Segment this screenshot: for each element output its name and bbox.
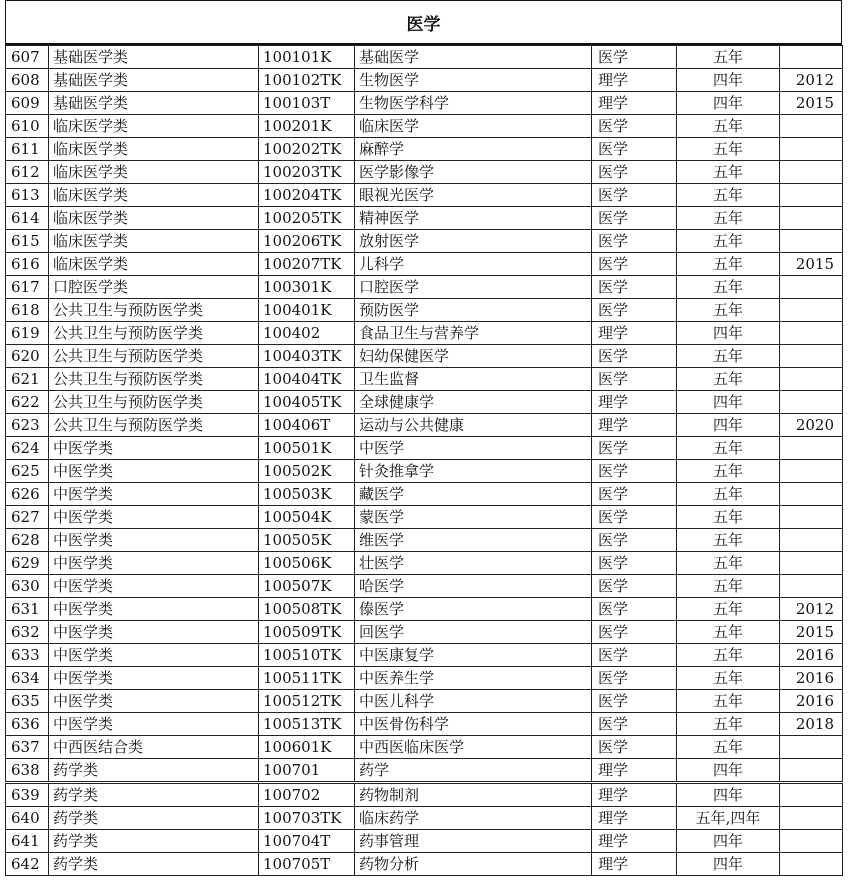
row-number: 628 bbox=[6, 529, 49, 552]
duration-cell: 四年 bbox=[677, 853, 780, 876]
major-name-cell: 药事管理 bbox=[355, 830, 592, 853]
duration-cell: 五年 bbox=[677, 299, 780, 322]
row-number: 623 bbox=[6, 414, 49, 437]
code-cell: 100510TK bbox=[259, 644, 355, 667]
code-cell: 100203TK bbox=[259, 161, 355, 184]
code-cell: 100406T bbox=[259, 414, 355, 437]
added-year-cell: 2016 bbox=[780, 644, 843, 667]
added-year-cell bbox=[780, 391, 843, 414]
added-year-cell bbox=[780, 807, 843, 830]
duration-cell: 五年 bbox=[677, 115, 780, 138]
row-number: 615 bbox=[6, 230, 49, 253]
major-name-cell: 医学影像学 bbox=[355, 161, 592, 184]
duration-cell: 五年 bbox=[677, 667, 780, 690]
added-year-cell bbox=[780, 207, 843, 230]
degree-cell: 理学 bbox=[592, 322, 677, 345]
degree-cell: 理学 bbox=[592, 391, 677, 414]
code-cell: 100103T bbox=[259, 92, 355, 115]
added-year-cell: 2012 bbox=[780, 69, 843, 92]
row-number: 624 bbox=[6, 437, 49, 460]
duration-cell: 四年 bbox=[677, 391, 780, 414]
category-cell: 公共卫生与预防医学类 bbox=[49, 368, 259, 391]
table-row bbox=[6, 713, 843, 736]
degree-cell: 医学 bbox=[592, 276, 677, 299]
category-cell: 中医学类 bbox=[49, 690, 259, 713]
row-number: 626 bbox=[6, 483, 49, 506]
major-name-cell: 中医康复学 bbox=[355, 644, 592, 667]
added-year-cell: 2015 bbox=[780, 92, 843, 115]
table-row bbox=[6, 391, 843, 414]
major-name-cell: 生物医学 bbox=[355, 69, 592, 92]
major-name-cell: 预防医学 bbox=[355, 299, 592, 322]
major-name-cell: 放射医学 bbox=[355, 230, 592, 253]
added-year-cell: 2015 bbox=[780, 621, 843, 644]
code-cell: 100102TK bbox=[259, 69, 355, 92]
category-cell: 中医学类 bbox=[49, 575, 259, 598]
table-row bbox=[6, 138, 843, 161]
major-name-cell: 临床医学 bbox=[355, 115, 592, 138]
category-cell: 临床医学类 bbox=[49, 253, 259, 276]
major-name-cell: 卫生监督 bbox=[355, 368, 592, 391]
degree-cell: 理学 bbox=[592, 69, 677, 92]
major-name-cell: 妇幼保健医学 bbox=[355, 345, 592, 368]
added-year-cell bbox=[780, 529, 843, 552]
added-year-cell bbox=[780, 506, 843, 529]
category-cell: 中医学类 bbox=[49, 437, 259, 460]
category-cell: 临床医学类 bbox=[49, 230, 259, 253]
code-cell: 100206TK bbox=[259, 230, 355, 253]
degree-cell: 医学 bbox=[592, 184, 677, 207]
duration-cell: 五年 bbox=[677, 184, 780, 207]
category-cell: 临床医学类 bbox=[49, 115, 259, 138]
degree-cell: 医学 bbox=[592, 345, 677, 368]
code-cell: 100501K bbox=[259, 437, 355, 460]
row-number: 627 bbox=[6, 506, 49, 529]
row-number: 641 bbox=[6, 830, 49, 853]
degree-cell: 医学 bbox=[592, 115, 677, 138]
duration-cell: 五年 bbox=[677, 276, 780, 299]
category-cell: 公共卫生与预防医学类 bbox=[49, 345, 259, 368]
table-row bbox=[6, 299, 843, 322]
table-row bbox=[6, 759, 843, 783]
major-name-cell: 中医儿科学 bbox=[355, 690, 592, 713]
row-number: 629 bbox=[6, 552, 49, 575]
table-row bbox=[6, 460, 843, 483]
code-cell: 100509TK bbox=[259, 621, 355, 644]
category-cell: 公共卫生与预防医学类 bbox=[49, 391, 259, 414]
category-cell: 口腔医学类 bbox=[49, 276, 259, 299]
code-cell: 100207TK bbox=[259, 253, 355, 276]
code-cell: 100503K bbox=[259, 483, 355, 506]
degree-cell: 医学 bbox=[592, 552, 677, 575]
table-row bbox=[6, 184, 843, 207]
degree-cell: 理学 bbox=[592, 853, 677, 876]
category-cell: 中医学类 bbox=[49, 552, 259, 575]
major-name-cell: 藏医学 bbox=[355, 483, 592, 506]
category-cell: 基础医学类 bbox=[49, 92, 259, 115]
category-cell: 中医学类 bbox=[49, 506, 259, 529]
category-cell: 中医学类 bbox=[49, 460, 259, 483]
row-number: 620 bbox=[6, 345, 49, 368]
table-row bbox=[6, 276, 843, 299]
major-name-cell: 药物分析 bbox=[355, 853, 592, 876]
degree-cell: 医学 bbox=[592, 230, 677, 253]
table-row bbox=[6, 115, 843, 138]
table-row bbox=[6, 230, 843, 253]
row-number: 610 bbox=[6, 115, 49, 138]
duration-cell: 四年 bbox=[677, 414, 780, 437]
major-name-cell: 药物制剂 bbox=[355, 783, 592, 807]
duration-cell: 四年 bbox=[677, 830, 780, 853]
duration-cell: 五年 bbox=[677, 736, 780, 759]
table-row bbox=[6, 667, 843, 690]
duration-cell: 五年 bbox=[677, 598, 780, 621]
category-cell: 基础医学类 bbox=[49, 69, 259, 92]
category-cell: 中医学类 bbox=[49, 483, 259, 506]
code-cell: 100704T bbox=[259, 830, 355, 853]
added-year-cell: 2012 bbox=[780, 598, 843, 621]
table-row bbox=[6, 92, 843, 115]
degree-cell: 医学 bbox=[592, 253, 677, 276]
code-cell: 100201K bbox=[259, 115, 355, 138]
code-cell: 100502K bbox=[259, 460, 355, 483]
degree-cell: 医学 bbox=[592, 483, 677, 506]
added-year-cell bbox=[780, 759, 843, 783]
section-title: 医学 bbox=[5, 0, 842, 45]
table-row bbox=[6, 736, 843, 759]
major-name-cell: 食品卫生与营养学 bbox=[355, 322, 592, 345]
row-number: 618 bbox=[6, 299, 49, 322]
table-row bbox=[6, 322, 843, 345]
category-cell: 基础医学类 bbox=[49, 46, 259, 69]
row-number: 635 bbox=[6, 690, 49, 713]
degree-cell: 医学 bbox=[592, 736, 677, 759]
added-year-cell bbox=[780, 437, 843, 460]
row-number: 609 bbox=[6, 92, 49, 115]
row-number: 638 bbox=[6, 759, 49, 783]
duration-cell: 五年 bbox=[677, 230, 780, 253]
duration-cell: 五年 bbox=[677, 575, 780, 598]
table-row bbox=[6, 345, 843, 368]
table-row bbox=[6, 853, 843, 876]
table-row bbox=[6, 830, 843, 853]
code-cell: 100101K bbox=[259, 46, 355, 69]
added-year-cell: 2016 bbox=[780, 690, 843, 713]
table-row bbox=[6, 598, 843, 621]
major-name-cell: 基础医学 bbox=[355, 46, 592, 69]
table-row bbox=[6, 783, 843, 807]
degree-cell: 医学 bbox=[592, 299, 677, 322]
code-cell: 100301K bbox=[259, 276, 355, 299]
code-cell: 100705T bbox=[259, 853, 355, 876]
duration-cell: 五年 bbox=[677, 621, 780, 644]
code-cell: 100505K bbox=[259, 529, 355, 552]
code-cell: 100511TK bbox=[259, 667, 355, 690]
degree-cell: 医学 bbox=[592, 207, 677, 230]
degree-cell: 医学 bbox=[592, 598, 677, 621]
added-year-cell bbox=[780, 276, 843, 299]
category-cell: 中医学类 bbox=[49, 667, 259, 690]
added-year-cell bbox=[780, 736, 843, 759]
category-cell: 中西医结合类 bbox=[49, 736, 259, 759]
category-cell: 临床医学类 bbox=[49, 184, 259, 207]
table-row bbox=[6, 253, 843, 276]
duration-cell: 五年 bbox=[677, 345, 780, 368]
category-cell: 公共卫生与预防医学类 bbox=[49, 322, 259, 345]
major-name-cell: 全球健康学 bbox=[355, 391, 592, 414]
table-row bbox=[6, 46, 843, 69]
code-cell: 100702 bbox=[259, 783, 355, 807]
duration-cell: 四年 bbox=[677, 759, 780, 783]
row-number: 639 bbox=[6, 783, 49, 807]
added-year-cell bbox=[780, 460, 843, 483]
code-cell: 100405TK bbox=[259, 391, 355, 414]
category-cell: 中医学类 bbox=[49, 621, 259, 644]
duration-cell: 四年 bbox=[677, 322, 780, 345]
major-name-cell: 临床药学 bbox=[355, 807, 592, 830]
category-cell: 公共卫生与预防医学类 bbox=[49, 299, 259, 322]
major-name-cell: 精神医学 bbox=[355, 207, 592, 230]
code-cell: 100507K bbox=[259, 575, 355, 598]
major-name-cell: 回医学 bbox=[355, 621, 592, 644]
table-row bbox=[6, 161, 843, 184]
table-row bbox=[6, 414, 843, 437]
major-name-cell: 中医骨伤科学 bbox=[355, 713, 592, 736]
category-cell: 中医学类 bbox=[49, 529, 259, 552]
code-cell: 100508TK bbox=[259, 598, 355, 621]
row-number: 633 bbox=[6, 644, 49, 667]
row-number: 637 bbox=[6, 736, 49, 759]
degree-cell: 医学 bbox=[592, 621, 677, 644]
row-number: 614 bbox=[6, 207, 49, 230]
added-year-cell bbox=[780, 138, 843, 161]
category-cell: 药学类 bbox=[49, 830, 259, 853]
added-year-cell bbox=[780, 299, 843, 322]
category-cell: 临床医学类 bbox=[49, 161, 259, 184]
degree-cell: 医学 bbox=[592, 690, 677, 713]
duration-cell: 五年 bbox=[677, 529, 780, 552]
table-row bbox=[6, 644, 843, 667]
table-row bbox=[6, 69, 843, 92]
row-number: 613 bbox=[6, 184, 49, 207]
major-name-cell: 壮医学 bbox=[355, 552, 592, 575]
table-row bbox=[6, 483, 843, 506]
major-name-cell: 眼视光医学 bbox=[355, 184, 592, 207]
category-cell: 中医学类 bbox=[49, 644, 259, 667]
row-number: 640 bbox=[6, 807, 49, 830]
major-name-cell: 运动与公共健康 bbox=[355, 414, 592, 437]
code-cell: 100512TK bbox=[259, 690, 355, 713]
added-year-cell bbox=[780, 345, 843, 368]
table-row bbox=[6, 529, 843, 552]
added-year-cell bbox=[780, 783, 843, 807]
code-cell: 100401K bbox=[259, 299, 355, 322]
degree-cell: 理学 bbox=[592, 830, 677, 853]
code-cell: 100506K bbox=[259, 552, 355, 575]
category-cell: 中医学类 bbox=[49, 713, 259, 736]
row-number: 636 bbox=[6, 713, 49, 736]
code-cell: 100513TK bbox=[259, 713, 355, 736]
duration-cell: 五年 bbox=[677, 46, 780, 69]
row-number: 622 bbox=[6, 391, 49, 414]
category-cell: 中医学类 bbox=[49, 598, 259, 621]
category-cell: 临床医学类 bbox=[49, 207, 259, 230]
duration-cell: 五年 bbox=[677, 161, 780, 184]
code-cell: 100205TK bbox=[259, 207, 355, 230]
duration-cell: 四年 bbox=[677, 69, 780, 92]
code-cell: 100701 bbox=[259, 759, 355, 783]
added-year-cell bbox=[780, 853, 843, 876]
table-row bbox=[6, 690, 843, 713]
major-name-cell: 药学 bbox=[355, 759, 592, 783]
degree-cell: 医学 bbox=[592, 644, 677, 667]
added-year-cell bbox=[780, 46, 843, 69]
duration-cell: 五年 bbox=[677, 552, 780, 575]
degree-cell: 医学 bbox=[592, 667, 677, 690]
code-cell: 100402 bbox=[259, 322, 355, 345]
row-number: 619 bbox=[6, 322, 49, 345]
code-cell: 100601K bbox=[259, 736, 355, 759]
degree-cell: 医学 bbox=[592, 368, 677, 391]
degree-cell: 理学 bbox=[592, 783, 677, 807]
major-name-cell: 针灸推拿学 bbox=[355, 460, 592, 483]
added-year-cell bbox=[780, 115, 843, 138]
category-cell: 临床医学类 bbox=[49, 138, 259, 161]
code-cell: 100404TK bbox=[259, 368, 355, 391]
duration-cell: 五年 bbox=[677, 644, 780, 667]
major-name-cell: 维医学 bbox=[355, 529, 592, 552]
table-row bbox=[6, 207, 843, 230]
degree-cell: 医学 bbox=[592, 437, 677, 460]
added-year-cell bbox=[780, 184, 843, 207]
added-year-cell: 2015 bbox=[780, 253, 843, 276]
major-name-cell: 中医养生学 bbox=[355, 667, 592, 690]
major-name-cell: 蒙医学 bbox=[355, 506, 592, 529]
duration-cell: 五年 bbox=[677, 207, 780, 230]
category-cell: 药学类 bbox=[49, 783, 259, 807]
row-number: 612 bbox=[6, 161, 49, 184]
added-year-cell bbox=[780, 161, 843, 184]
duration-cell: 五年 bbox=[677, 690, 780, 713]
added-year-cell bbox=[780, 830, 843, 853]
degree-cell: 医学 bbox=[592, 529, 677, 552]
code-cell: 100204TK bbox=[259, 184, 355, 207]
code-cell: 100703TK bbox=[259, 807, 355, 830]
degree-cell: 理学 bbox=[592, 759, 677, 783]
added-year-cell bbox=[780, 322, 843, 345]
duration-cell: 五年 bbox=[677, 368, 780, 391]
code-cell: 100504K bbox=[259, 506, 355, 529]
page bbox=[5, 0, 844, 888]
major-name-cell: 中西医临床医学 bbox=[355, 736, 592, 759]
added-year-cell bbox=[780, 230, 843, 253]
category-cell: 公共卫生与预防医学类 bbox=[49, 414, 259, 437]
duration-cell: 四年 bbox=[677, 92, 780, 115]
row-number: 617 bbox=[6, 276, 49, 299]
added-year-cell bbox=[780, 368, 843, 391]
table-row bbox=[6, 506, 843, 529]
duration-cell: 五年 bbox=[677, 253, 780, 276]
duration-cell: 四年 bbox=[677, 783, 780, 807]
table-row bbox=[6, 807, 843, 830]
table-row bbox=[6, 437, 843, 460]
code-cell: 100202TK bbox=[259, 138, 355, 161]
degree-cell: 医学 bbox=[592, 506, 677, 529]
row-number: 607 bbox=[6, 46, 49, 69]
major-name-cell: 傣医学 bbox=[355, 598, 592, 621]
row-number: 631 bbox=[6, 598, 49, 621]
row-number: 630 bbox=[6, 575, 49, 598]
table-row bbox=[6, 368, 843, 391]
category-cell: 药学类 bbox=[49, 853, 259, 876]
row-number: 616 bbox=[6, 253, 49, 276]
added-year-cell bbox=[780, 483, 843, 506]
row-number: 608 bbox=[6, 69, 49, 92]
degree-cell: 医学 bbox=[592, 46, 677, 69]
majors-table bbox=[5, 45, 843, 876]
degree-cell: 理学 bbox=[592, 807, 677, 830]
code-cell: 100403TK bbox=[259, 345, 355, 368]
added-year-cell bbox=[780, 552, 843, 575]
degree-cell: 医学 bbox=[592, 575, 677, 598]
table-row bbox=[6, 575, 843, 598]
added-year-cell: 2018 bbox=[780, 713, 843, 736]
row-number: 642 bbox=[6, 853, 49, 876]
added-year-cell: 2016 bbox=[780, 667, 843, 690]
major-name-cell: 口腔医学 bbox=[355, 276, 592, 299]
row-number: 634 bbox=[6, 667, 49, 690]
degree-cell: 医学 bbox=[592, 161, 677, 184]
major-name-cell: 生物医学科学 bbox=[355, 92, 592, 115]
category-cell: 药学类 bbox=[49, 807, 259, 830]
degree-cell: 理学 bbox=[592, 414, 677, 437]
duration-cell: 五年 bbox=[677, 138, 780, 161]
table-row bbox=[6, 552, 843, 575]
major-name-cell: 哈医学 bbox=[355, 575, 592, 598]
table-row bbox=[6, 621, 843, 644]
majors-table-body bbox=[6, 46, 843, 876]
degree-cell: 医学 bbox=[592, 460, 677, 483]
added-year-cell bbox=[780, 575, 843, 598]
degree-cell: 理学 bbox=[592, 92, 677, 115]
row-number: 611 bbox=[6, 138, 49, 161]
major-name-cell: 中医学 bbox=[355, 437, 592, 460]
duration-cell: 五年 bbox=[677, 437, 780, 460]
duration-cell: 五年,四年 bbox=[677, 807, 780, 830]
row-number: 621 bbox=[6, 368, 49, 391]
major-name-cell: 儿科学 bbox=[355, 253, 592, 276]
duration-cell: 五年 bbox=[677, 506, 780, 529]
category-cell: 药学类 bbox=[49, 759, 259, 783]
row-number: 625 bbox=[6, 460, 49, 483]
duration-cell: 五年 bbox=[677, 483, 780, 506]
degree-cell: 医学 bbox=[592, 713, 677, 736]
degree-cell: 医学 bbox=[592, 138, 677, 161]
major-name-cell: 麻醉学 bbox=[355, 138, 592, 161]
row-number: 632 bbox=[6, 621, 49, 644]
added-year-cell: 2020 bbox=[780, 414, 843, 437]
duration-cell: 五年 bbox=[677, 713, 780, 736]
duration-cell: 五年 bbox=[677, 460, 780, 483]
